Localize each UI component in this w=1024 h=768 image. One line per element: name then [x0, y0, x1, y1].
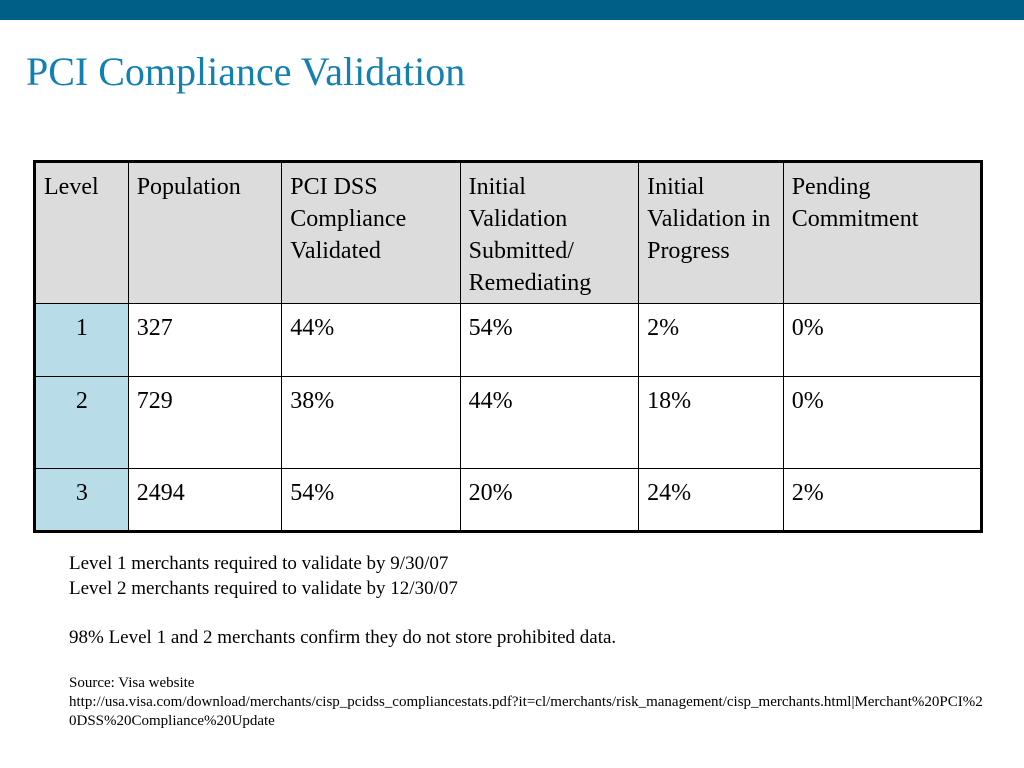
source-label: Source: Visa website — [69, 675, 195, 691]
column-header-population: Population — [128, 162, 282, 304]
table-row — [35, 304, 982, 377]
source-url: http://usa.visa.com/download/merchants/cisp_pcidss_compliancestats.pdf?it=cl/merchants/risk_management/cisp_merchants.html|Merchant%20PCI%20DSS%20Compliance%20Update — [69, 694, 983, 729]
page-title: PCI Compliance Validation — [26, 49, 466, 94]
column-header-level: Level — [35, 162, 129, 304]
column-header-pending-commitment: Pending Commitment — [783, 162, 981, 304]
level-cell: 3 — [35, 469, 129, 532]
level-cell: 1 — [35, 304, 129, 377]
column-header-submitted-remediating: Initial Validation Submitted/ Remediating — [460, 162, 638, 304]
pending-commitment-cell: 2% — [783, 469, 981, 532]
column-header-in-progress: Initial Validation in Progress — [639, 162, 784, 304]
note-level1-deadline: Level 1 merchants required to validate by 9/30/07 — [69, 553, 449, 574]
validated-cell: 54% — [282, 469, 460, 532]
in-progress-cell: 2% — [639, 304, 784, 377]
level-cell: 2 — [35, 377, 129, 469]
in-progress-cell: 18% — [639, 377, 784, 469]
compliance-table — [33, 160, 983, 533]
table-row — [35, 377, 982, 469]
note-level2-deadline: Level 2 merchants required to validate by 12/30/07 — [69, 578, 458, 599]
table-row — [35, 469, 982, 532]
top-banner-bar — [0, 0, 1024, 20]
pending-commitment-cell: 0% — [783, 377, 981, 469]
validated-cell: 38% — [282, 377, 460, 469]
notes-section — [69, 551, 999, 731]
validated-cell: 44% — [282, 304, 460, 377]
note-prohibited-data: 98% Level 1 and 2 merchants confirm they do not store prohibited data. — [69, 627, 617, 648]
column-header-validated: PCI DSS Compliance Validated — [282, 162, 460, 304]
submitted-remediating-cell: 44% — [460, 377, 638, 469]
population-cell: 2494 — [128, 469, 282, 532]
pending-commitment-cell: 0% — [783, 304, 981, 377]
table-header-row — [35, 162, 982, 304]
submitted-remediating-cell: 54% — [460, 304, 638, 377]
submitted-remediating-cell: 20% — [460, 469, 638, 532]
population-cell: 327 — [128, 304, 282, 377]
in-progress-cell: 24% — [639, 469, 784, 532]
population-cell: 729 — [128, 377, 282, 469]
